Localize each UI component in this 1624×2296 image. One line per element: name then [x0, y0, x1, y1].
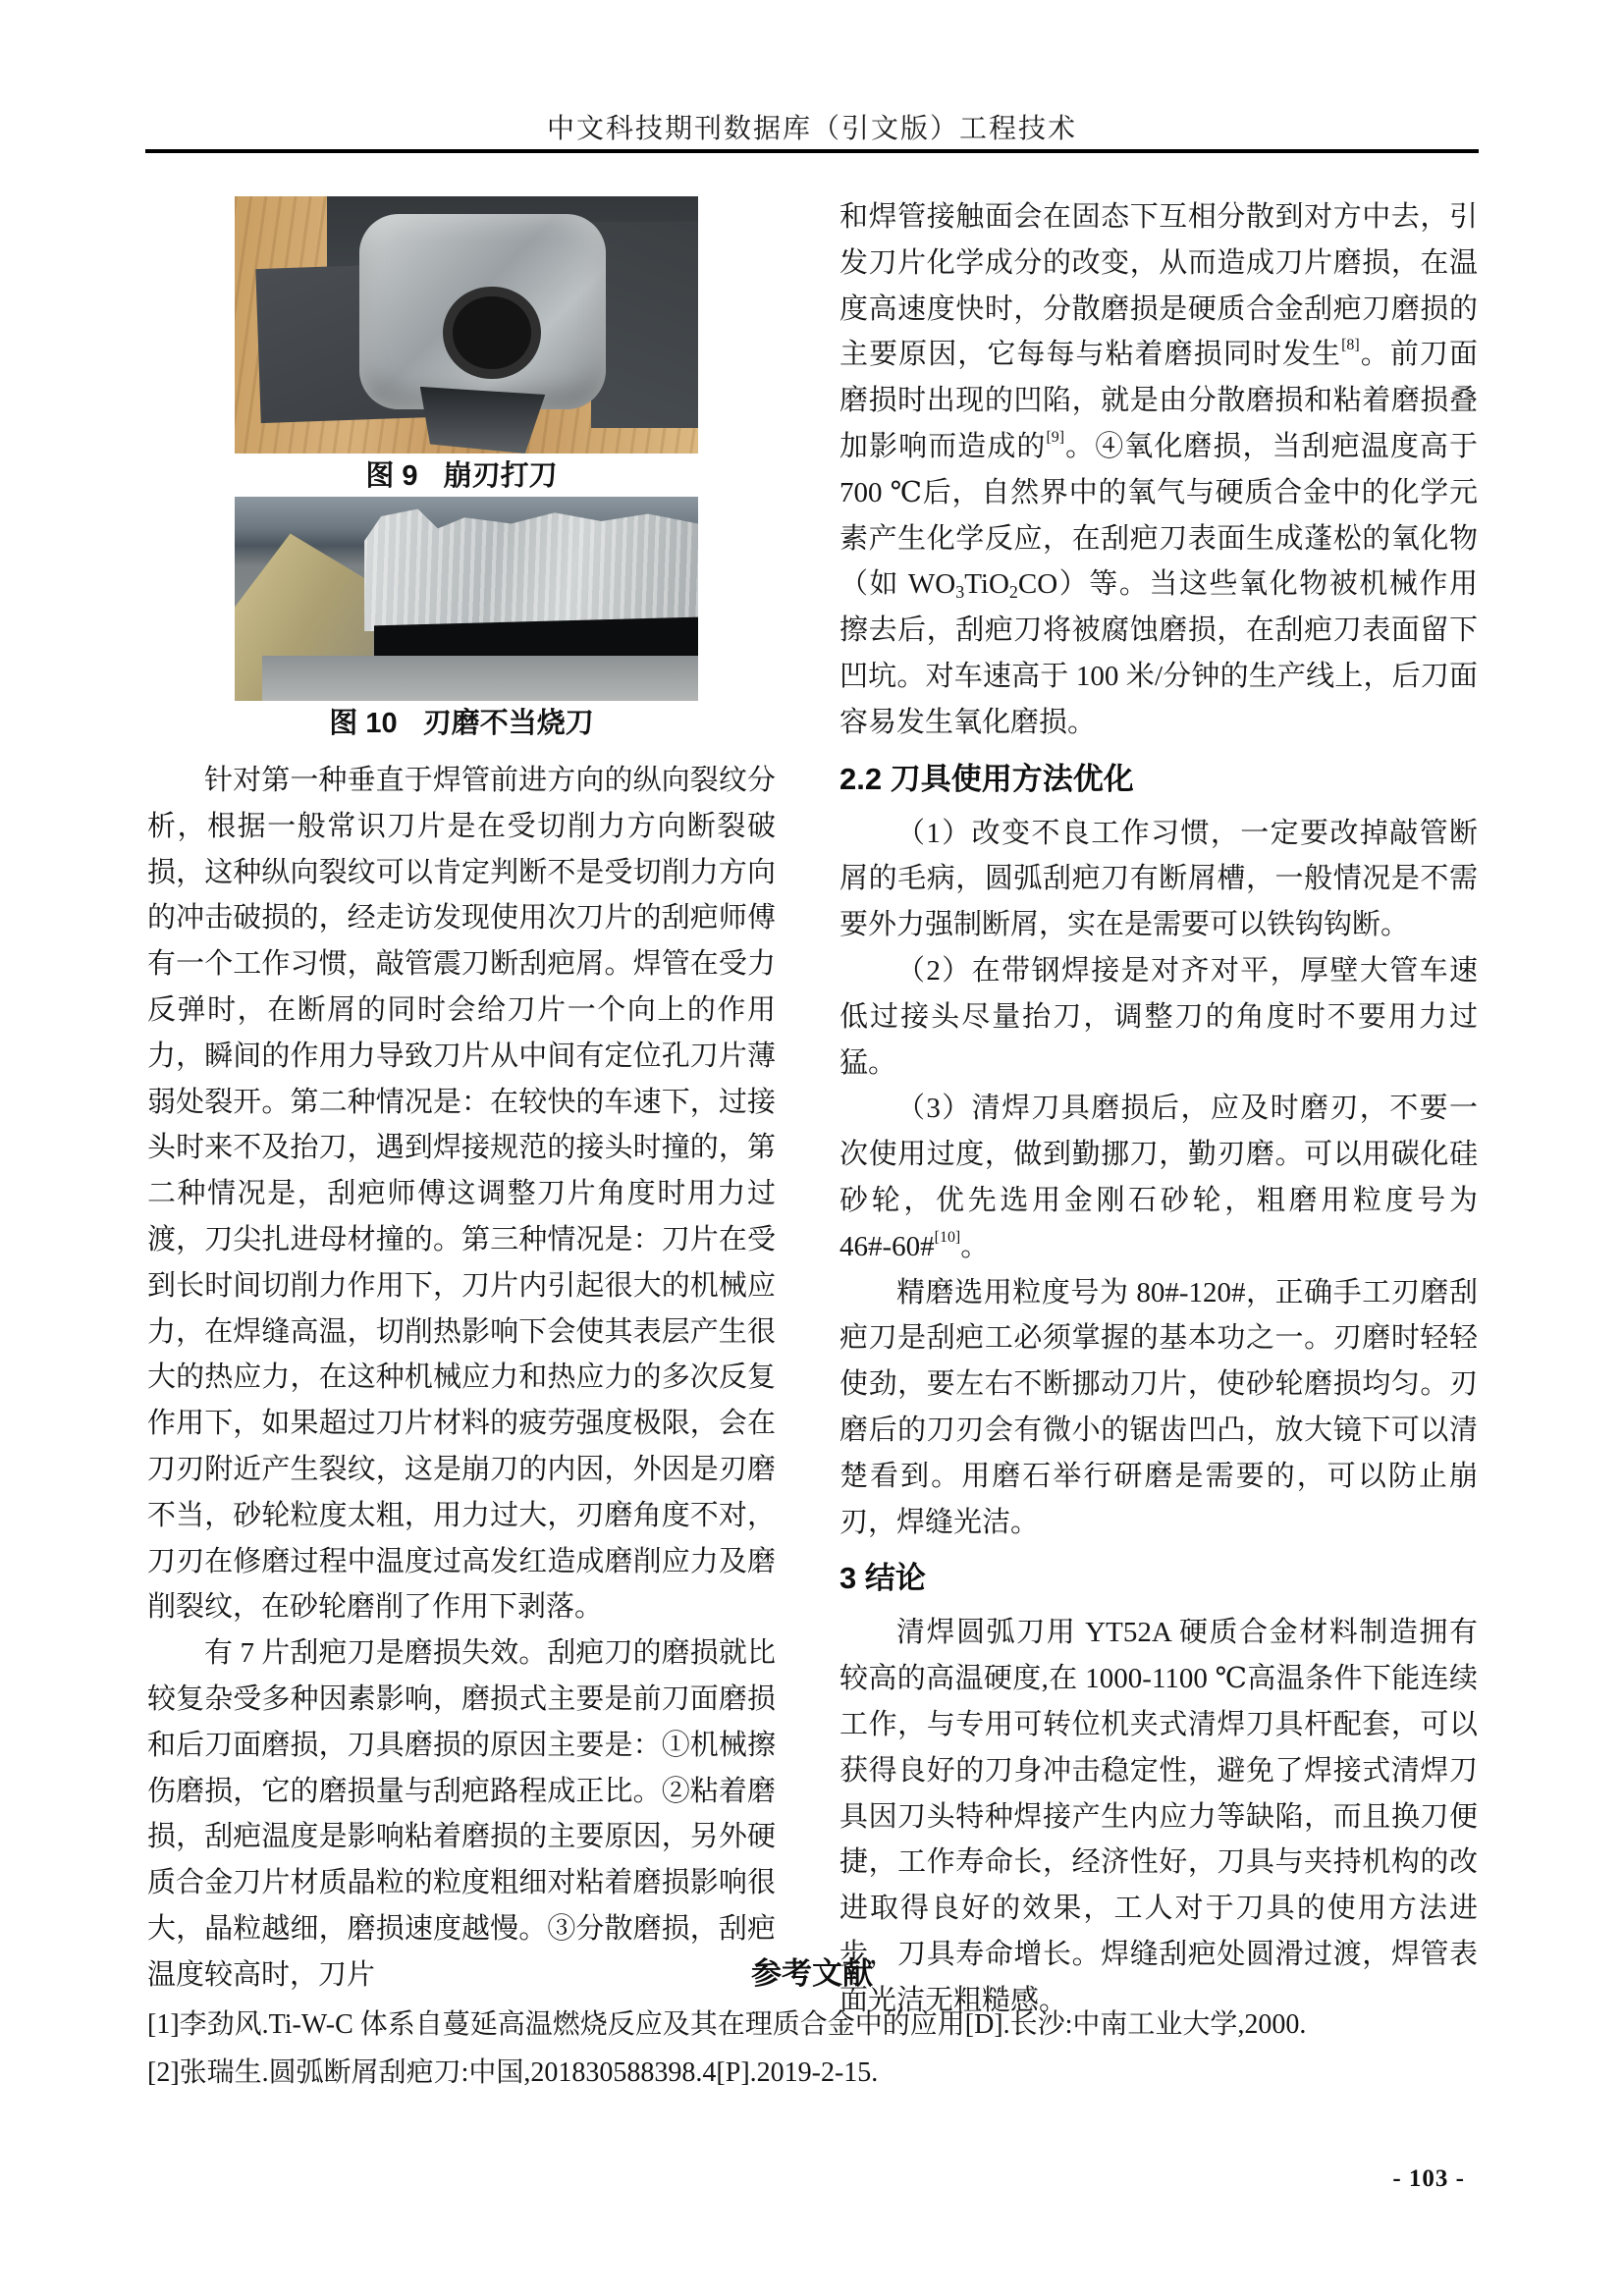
chemical-subscript: 2 — [1008, 582, 1018, 603]
body-paragraph-conclusion: 清焊圆弧刀用 YT52A 硬质合金材料制造拥有较高的高温硬度,在 1000-1100 ℃高温条件下能连续工作，与专用可转位机夹式清焊刀具杆配套，可以获得良好的刀身冲击稳定性，避免了焊接式清焊刀具因刀头特种焊接产生内应力等缺陷，而且换刀便捷，工作寿命长，经济性好，刀具与夹持机构的改进取得良好的效果，工人对于刀具的使用方法进步，刀具寿命增长。焊缝刮疤处圆滑过渡，焊管表面光洁无粗糙感。 — [839, 1617, 1478, 2016]
tool-holder-block-right — [591, 222, 698, 428]
body-paragraph-wear-failure: 有 7 片刮疤刀是磨损失效。刮疤刀的磨损就比较复杂受多种因素影响，磨损式主要是前刀面磨损和后刀面磨损，刀具磨损的原因主要是：①机械擦伤磨损，它的磨损量与刮疤路程成正比。②粘着磨损，刮疤温度是影响粘着磨损的主要原因，另外硬质合金刀片材质晶粒的粒度粗细对粘着磨损影响很大，晶粒越细，磨损速度越慢。③分散磨损，刮疤温度较高时，刀片 — [147, 1637, 776, 1991]
figure-10-caption — [147, 707, 776, 740]
figure-10-label: 图 10 — [329, 708, 398, 739]
body-paragraph-fine-grinding: 精磨选用粒度号为 80#-120#，正确手工刃磨刮疤刀是刮疤工必须掌握的基本功之一。刃磨时轻轻使劲，要左右不断挪动刀片，使砂轮磨损均匀。刃磨后的刀刃会有微小的锯齿凹凸，放大镜下可以清楚看到。用磨石举行研磨是需要的，可以防止崩刃，焊缝光洁。 — [839, 1276, 1478, 1538]
text-run: 和焊管接触面会在固态下互相分散到对方中去，引发刀片化学成分的改变，从而造成刀片磨损，在温度高速度快时，分散磨损是硬质合金刮疤刀磨损的主要原因，它每每与粘着磨损同时发生 — [839, 201, 1478, 371]
citation-ref-10: [10] — [934, 1228, 961, 1246]
list-item-2: （2）在带钢焊接是对齐对平，厚壁大管车速低过接头尽量抬刀，调整刀的角度时不要用力过猛。 — [839, 954, 1478, 1079]
figure-9-caption — [147, 459, 776, 493]
chemical-subscript: 3 — [955, 582, 965, 603]
text-run: 。 — [960, 1230, 990, 1262]
text-run: （3）清焊刀具磨损后，应及时磨刃，不要一次使用过度，做到勤挪刀，勤刃磨。可以用碳化硅砂轮，优先选用金刚石砂轮，粗磨用粒度号为 46#-60# — [839, 1093, 1478, 1262]
grinding-streaks — [364, 508, 698, 631]
references-heading: 参考文献 — [751, 1956, 873, 1991]
figure-9-photo — [235, 196, 698, 454]
figure-10-title: 刃磨不当烧刀 — [422, 708, 594, 739]
text-run: 。④氧化磨损，当刮疤温度高于 700 ℃后，自然界中的氧气与硬质合金中的化学元素产生化学反应，在刮疤刀表面生成蓬松的氧化物（如 WO — [839, 430, 1478, 601]
figure-9-title: 崩刃打刀 — [443, 460, 558, 492]
section-heading-3: 3 结论 — [839, 1561, 926, 1596]
right-column — [839, 194, 1478, 2023]
text-run: TiO — [964, 568, 1009, 601]
text-run: CO）等。当这些氧化物被机械作用擦去后，刮疤刀将被腐蚀磨损，在刮疤刀表面留下凹坑。对车速高于 100 米/分钟的生产线上，后刀面容易发生氧化磨损。 — [839, 568, 1478, 738]
list-item-1: （1）改变不良工作习惯，一定要改掉敲管断屑的毛病，圆弧刮疤刀有断屑槽，一般情况是不需要外力强制断屑，实在是需要可以铁钩钩断。 — [839, 817, 1478, 941]
chipped-edge-fragment — [420, 387, 545, 454]
section-heading-2-2: 2.2 刀具使用方法优化 — [839, 761, 1134, 796]
figure-9-label: 图 9 — [365, 460, 418, 492]
citation-ref-8: [8] — [1341, 337, 1360, 354]
body-paragraph-crack-analysis: 针对第一种垂直于焊管前进方向的纵向裂纹分析，根据一般常识刀片是在受切削力方向断裂破损，这种纵向裂纹可以肯定判断不是受切削力方向的冲击破损的，经走访发现使用次刀片的刮疤师傅有一个工作习惯，敲管震刀断刮疤屑。焊管在受力反弹时，在断屑的同时会给刀片一个向上的作用力，瞬间的作用力导致刀片从中间有定位孔刀片薄弱处裂开。第二种情况是：在较快的车速下，过接头时来不及抬刀，遇到焊接规范的接头时撞的，第二种情况是，刮疤师傅这调整刀片角度时用力过渡，刀尖扎进母材撞的。第三种情况是：刀片在受到长时间切削力作用下，刀片内引起很大的机械应力，在焊缝高温，切削热影响下会使其表层产生很大的热应力，在这种机械应力和热应力的多次反复作用下，如果超过刀片材料的疲劳强度极限，会在刀刃附近产生裂纹，这是崩刀的内因，外因是刃磨不当，砂轮粒度太粗，用力过大，刃磨角度不对，刀刃在修磨过程中温度过高发红造成磨削应力及磨削裂纹，在砂轮磨削了作用下剥落。 — [147, 765, 776, 1624]
text-run: 。前刀面磨损时出现的凹陷，就是由分散磨损和粘着磨损叠加影响而造成的 — [839, 339, 1478, 462]
insert-center-hole — [443, 287, 540, 379]
page-number: - 103 - — [1392, 2165, 1465, 2192]
ground-blade-shape — [364, 508, 698, 631]
reference-item: [2]张瑞生.圆弧断屑刮疤刀:中国,201830588398.4[P].2019-2-15. — [147, 2057, 879, 2088]
references-list — [147, 2001, 1488, 2097]
header-rule — [145, 149, 1479, 153]
citation-ref-9: [9] — [1046, 428, 1065, 446]
body-paragraph-diffusion-oxidation-wear — [839, 194, 1478, 746]
list-item-3 — [839, 1086, 1478, 1269]
reference-item: [1]李劲风.Ti-W-C 体系自蔓延高温燃烧反应及其在理质合金中的应用[D].长沙:中南工业大学,2000. — [147, 2009, 1307, 2040]
tool-base-surface — [262, 656, 698, 701]
figure-10-photo — [235, 497, 698, 701]
left-column — [147, 758, 776, 1999]
journal-header: 中文科技期刊数据库（引文版）工程技术 — [546, 114, 1077, 144]
